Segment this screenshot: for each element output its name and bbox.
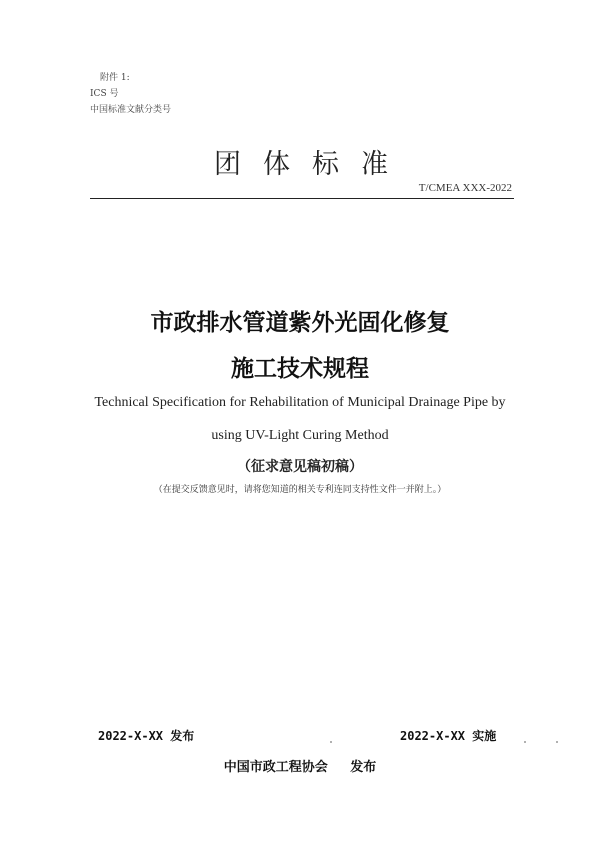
title-en-line2: using UV-Light Curing Method: [211, 428, 389, 443]
title-cn-line1: 市政排水管道紫外光固化修复: [150, 310, 450, 336]
header-rule: [90, 198, 514, 199]
scan-speck: [556, 741, 558, 743]
standard-number: T/CMEA XXX-2022: [418, 182, 512, 194]
issuer: 中国市政工程协会 发布: [223, 760, 377, 775]
ics-number: ICS 号: [90, 89, 119, 99]
scan-speck: [330, 741, 332, 743]
standard-type: 团体标准: [214, 149, 410, 180]
title-cn-line2: 施工技术规程: [231, 356, 369, 382]
attachment-label: 附件 1:: [100, 73, 130, 83]
draft-note: （在提交反馈意见时，请将您知道的相关专利连同支持性文件一并附上。）: [153, 485, 447, 495]
implement-date: 2022-X-XX 实施: [400, 729, 497, 743]
scan-speck: [524, 741, 526, 743]
publish-date: 2022-X-XX 发布: [98, 729, 195, 743]
title-en-line1: Technical Specification for Rehabilitation of Municipal Drainage Pipe by: [94, 395, 506, 410]
classification-number: 中国标准文献分类号: [90, 105, 172, 115]
draft-label: （征求意见稿初稿）: [237, 459, 363, 475]
